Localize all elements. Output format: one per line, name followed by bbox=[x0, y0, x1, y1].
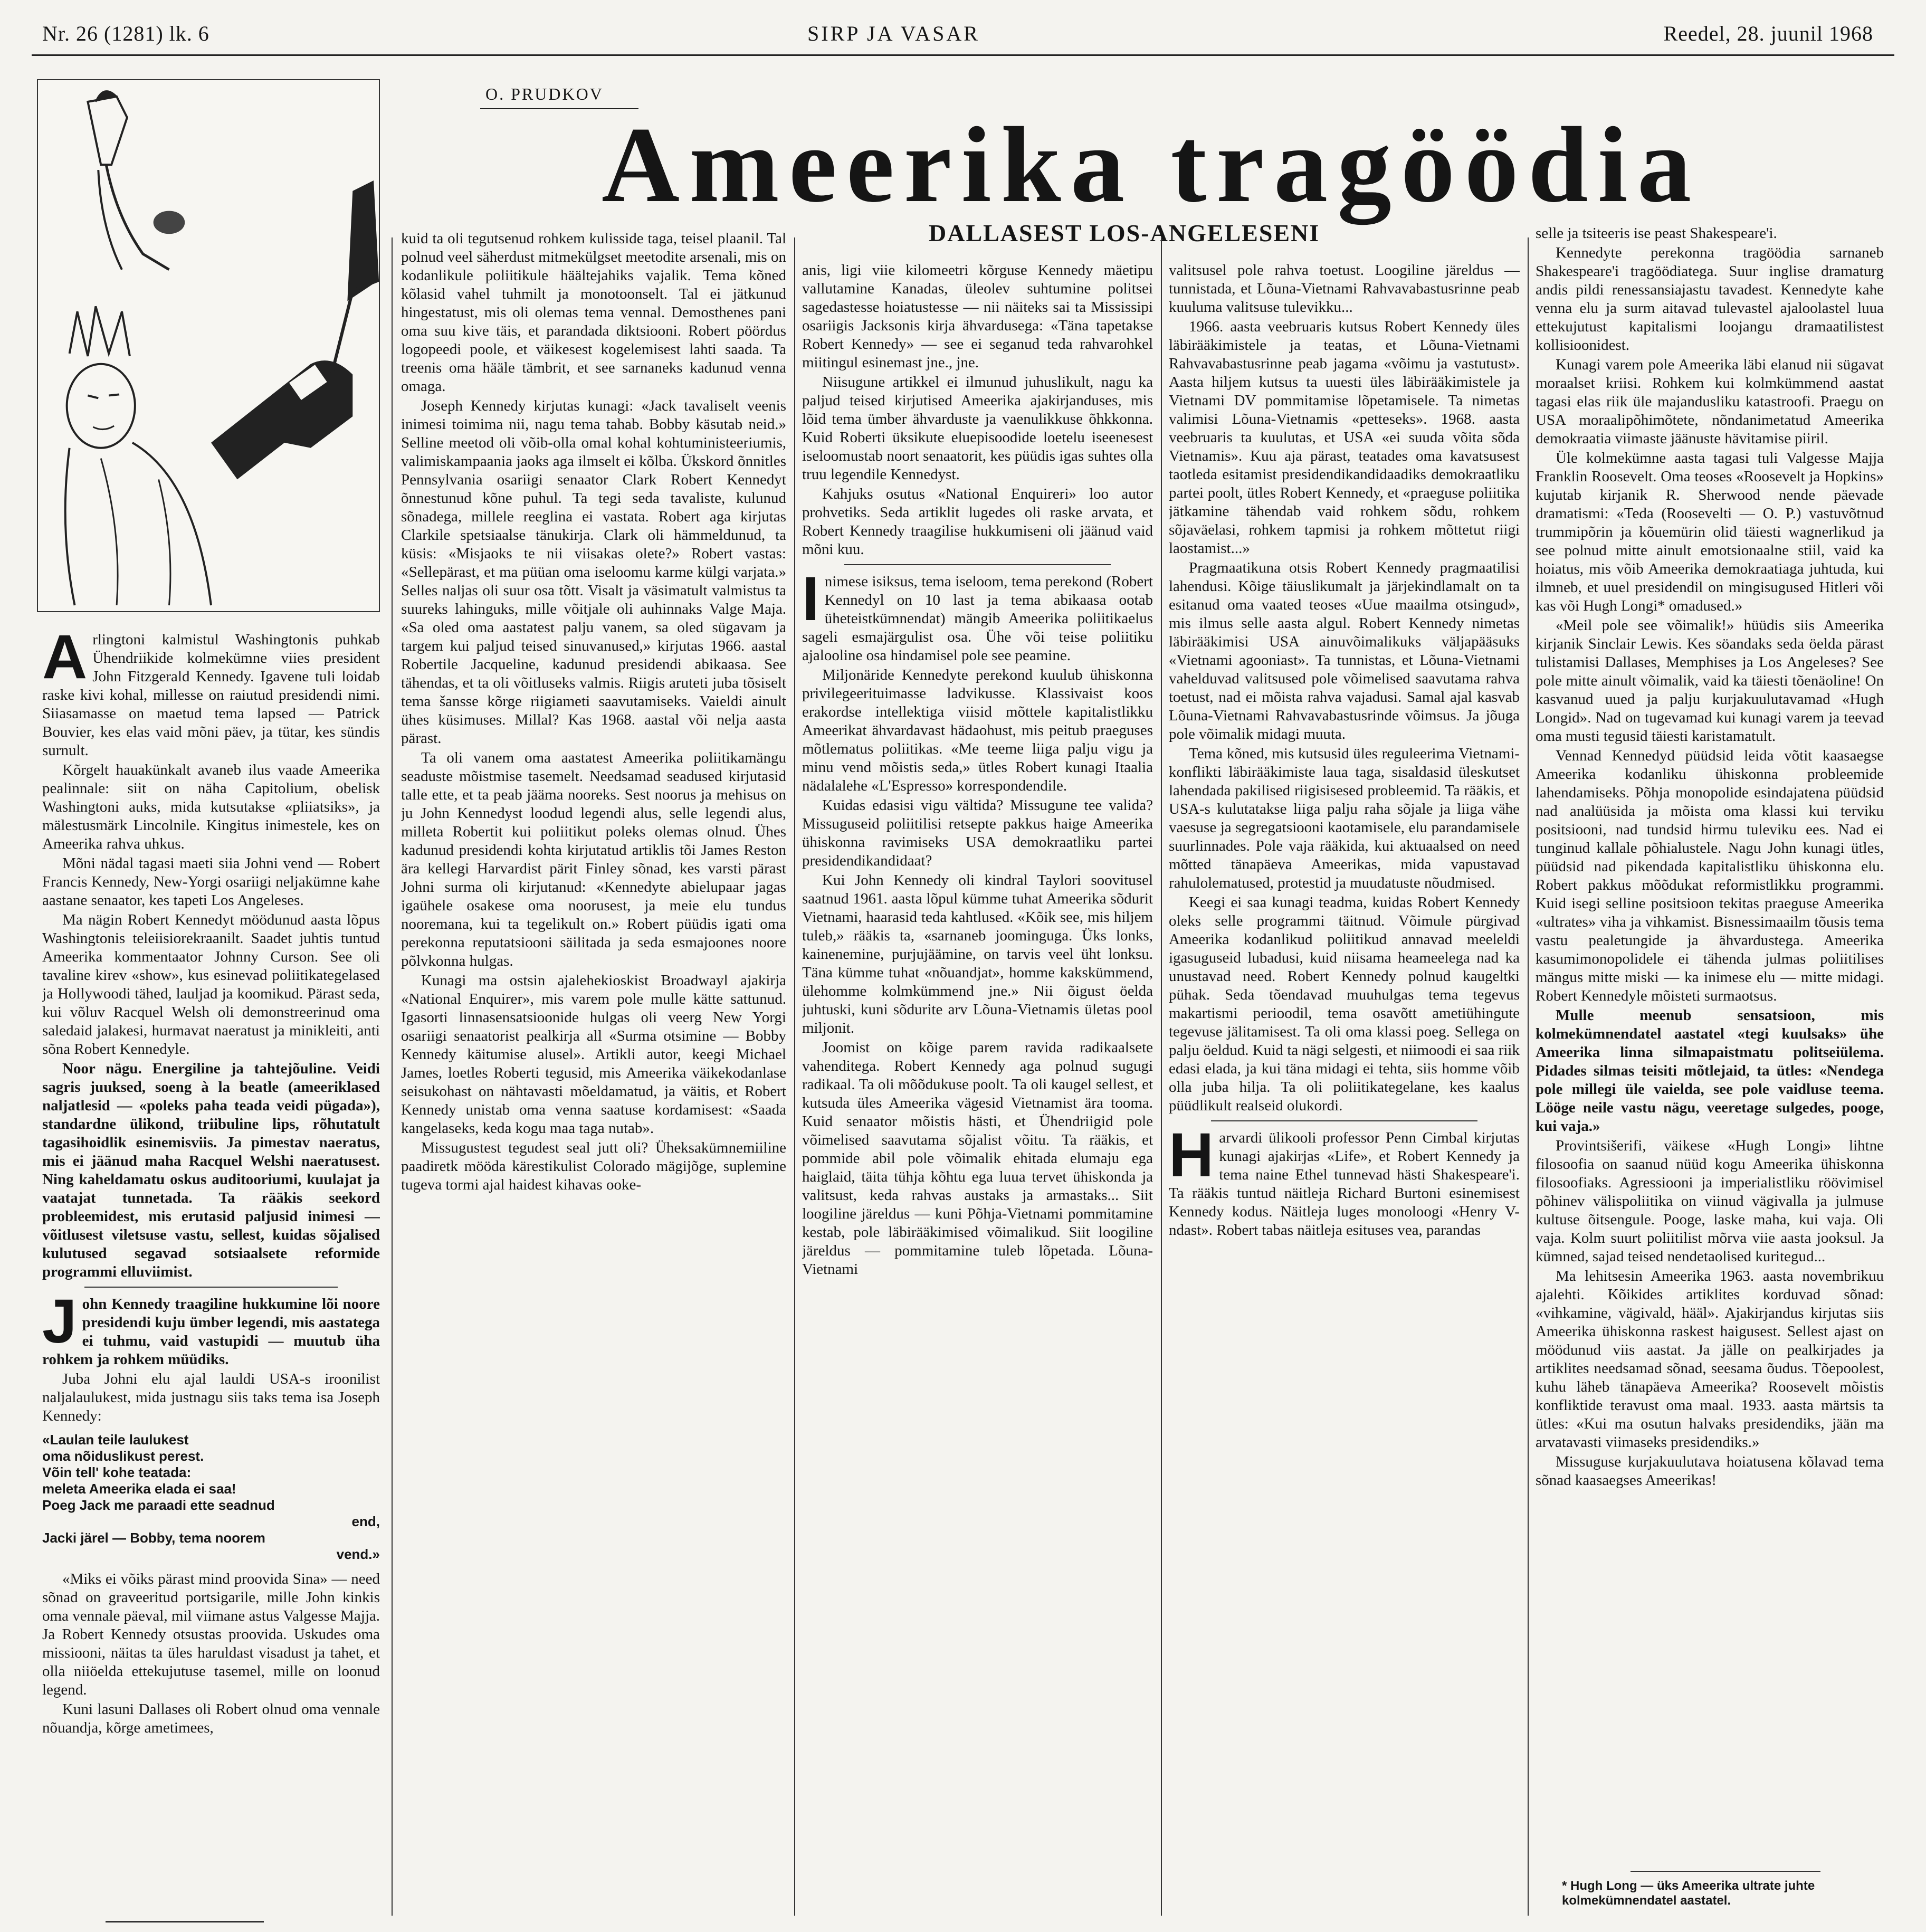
column-rule-4 bbox=[1528, 237, 1529, 1916]
drop-cap-a: A bbox=[42, 631, 88, 692]
newspaper-name: SIRP JA VASAR bbox=[807, 22, 980, 45]
section-rule bbox=[1211, 1120, 1477, 1121]
paragraph: Joomist on kõige parem ravida radikaalsete vahenditega. Robert Kennedy aga polnud sugugi radikaal. Ta oli mõõdukuse poolt. Ta oli kaugel sellest, et kutsuda üles Ameerika vägesid Vietnamist ära tooma. Kuid senaator mõistis hästi, et Ühendriigid pole võimelised saavutama sõjalist võitu. Ta rääkis, et pommide abil pole võimalik ehitada elumaju ega haiglaid, täita tühja kõhtu ega luua tervet ühiskonda ja valitsust, keda rahvas austaks ja armastaks... Siit loogiline järeldus — kuni Põhja-Vietnami pommitamine kestab, pole läbirääkimised võimalikud. Siit loogiline järeldus — pommitamine tuleb lõpetada. Lõuna-Vietnami bbox=[802, 1039, 1153, 1278]
poem-line: Jacki järel — Bobby, tema noorem bbox=[42, 1530, 265, 1546]
illustration-drawing bbox=[38, 80, 379, 611]
drop-cap-j: J bbox=[42, 1287, 77, 1356]
section-text: arvardi ülikooli professor Penn Cimbal kirjutas kunagi ajakirjas «Life», et Robert Kennedy ja tema naine Ethel tunnevad hästi Shakespeare'i. Ta rääkis tuntud näitleja Richard Burtoni esinemisest Kennedy kodus. Näitleja luges monoloogi «Henry V-ndast». Robert tabas näitleja esituses vea, parandas bbox=[1169, 1129, 1520, 1239]
paragraph: Provintsišerifi, väikese «Hugh Longi» lihtne filosoofia on saanud nüüd kogu Ameerika ühiskonna filosoofiaks. Agressiooni ja imperialistliku röövimisel põhinev välispoliitika on viinud vägivalla ja julmuse kultuse õitsengule. Pooge, laske maha, kui vaja. Oli vaja. Kolm suurt poliitilist mõrva viie aasta jooksul. Ja kümned, sajad teised nendetaolised kuritegud... bbox=[1536, 1137, 1884, 1265]
paragraph: Pragmaatikuna otsis Robert Kennedy pragmaatilisi lahendusi. Kõige täiuslikumalt ja järjekindlamalt on ta esitanud oma vaated teoses «Uue maailma otsingud», mis ilmus selle aasta algul. Robert Kennedy nimetas läbirääkimisi USA ainuvõimalikuks väljapääsuks «Vietnami agooniast». Ta tunnistas, et Lõuna-Vietnami vahelduvad valitsused pole võimelised saavutama rahva toetust, nad ei mõista rahva vajadusi. Samal ajal kasvab Lõuna-Vietnami Rahvavabastusrinde võimsus. Ja jõuga pole võimalik midagi muuta. bbox=[1169, 559, 1520, 743]
poem-line: end, bbox=[351, 1514, 380, 1529]
footnote: * Hugh Long — üks Ameerika ultrate juhte kolmekümnendatel aastatel. bbox=[1562, 1879, 1815, 1908]
paragraph: Joseph Kennedy kirjutas kunagi: «Jack tavaliselt veenis inimesi toimima nii, nagu tema tahab. Bobby käsutab neid.» Selline meetod oli võib-olla omal kohal kohtuministeeriumis, valimiskampaania jaoks aga ilmselt ei kõlba. Ükskord õnnitles Pennsylvania osariigi senaator Clark Robert Kennedyt õnnestunud kõne puhul. Ta tegi seda tavaliste, kulunud sõnadega, millele reeglina ei vastata. Robert aga kirjutas Clarkile spetsiaalse tänukirja. Clark oli hämmeldunud, ta küsis: «Misjaoks te nii viisakas olete?» Robert vastas: «Sellepärast, et ma püüan oma iseloomu karme külgi varjata.» Selles naljas oli suur osa tõtt. Visalt ja väsimatult valmistus ta suureks lahinguks, mille võitjale oli auhinnaks Valge Maja. «Sa oled oma aastatest palju vanem, sa oled sügavam ja targem kui paljud teised sinuvanused,» kirjutas 1966. aastal Robertile Jacqueline, kadunud presidendi abikaasa. See tähendas, et ta oli võitluseks valmis. Riigis aruteti juba tõsiselt tema šansse kõrge riigiameti saavutamiseks. Vaieldi ainult ühes küsimuses. Millal? Kas 1968. aastal või nelja aasta pärast. bbox=[401, 397, 786, 747]
paragraph: anis, ligi viie kilomeetri kõrguse Kennedy mäetipu vallutamine Kanadas, üleolev suhtumine politsei sagedastesse hoiatustesse — nii näiteks sai ta Mississipi osariigis Jacksonis kirja ähvardusega: «Täna tapetakse Robert Kennedy» — see ei seganud teda rahvarohkel miitingul esinemast jne., jne. bbox=[802, 262, 1153, 371]
paragraph: Kunagi ma ostsin ajalehekioskist Broadwayl ajakirja «National Enquirer», mis varem pole mulle kätte sattunud. Igasorti linnasensatsioonide hulgas oli veerg New Yorgi osariigi senaatorist pealkirja all «Surma otsimine — Bobby Kennedy käitumise alusel». Artikli autor, keegi Michael James, loetles Roberti tegusid, mis Ameerika väikekodanlase seisukohast on nähtavasti mõeldamatud, ja väitis, et Robert Kennedy unistab oma venna saatuse kordamisest: «Saada kangelaseks, keda kogu maa taga nutab». bbox=[401, 972, 786, 1137]
paragraph: Kunagi varem pole Ameerika läbi elanud nii sügavat moraalset kriisi. Rohkem kui kolmkümmend aastat tagasi elas riik üle majandusliku katastroofi. Praegu on USA moraalipõhimõtete, nõndanimetatud Ameerika demokraatia viimaste jäänuste hävitamise piiril. bbox=[1536, 356, 1884, 447]
statue-of-liberty-illustration bbox=[37, 79, 380, 612]
paragraph: 1966. aasta veebruaris kutsus Robert Kennedy üles läbirääkimistele ja teatas, et Lõuna-Vietnami Rahvavabastusrinne peab jagama «võimu ja vastutust». Aasta hiljem kutsus ta uuesti üles läbirääkimistele ja Vietnami DV pommitamise lõpetamisele. Ta nimetas valimisi Lõuna-Vietnamis «petteseks». 1968. aasta veebruaris ta kuulutas, et USA «ei suuda võita sõda Vietnamis». Kuu aja pärast, teatades oma kavatsusest taotleda esitamist presidendikandidaadiks demokraatliku partei poolt, ütles Robert Kennedy, et «praeguse poliitika jätkamine tähendab vaid rohkem sõdu, rohkem sõjaväelasi, rohkem tapmisi ja rohkem mõttetut riigi laostamist...» bbox=[1169, 318, 1520, 557]
paragraph: Ma lehitsesin Ameerika 1963. aasta novembrikuu ajalehti. Kõikides artiklites korduvad sõnad: «vihkamine, vägivald, hääl». Ajakirjandus kirjutas siis Ameerika ühiskonna raskest haigusest. Sellest ajast on möödunud viis aastat. Ja jälle on pealkirjades ja artiklites needsamad sõnad, seesama õudus. Tõepoolest, kuhu läheb tänapäeva Ameerika? Roosevelt mõistis konfliktide teravust oma maal. 1933. aasta märtsis ta ütles: «Kui ma osutun halvaks presidendiks, jään ma arvatavasti viimaseks presidendiks.» bbox=[1536, 1268, 1884, 1451]
paragraph: «Meil pole see võimalik!» hüüdis siis Ameerika kirjanik Sinclair Lewis. Kes söandaks seda öelda pärast tulistamisi Dallases, Memphises ja Los Angeleses? See pole mitte ainult võimalik, vaid ka täiesti tõenäoline! On kasvanud uued ja palju kurjakuulutavamad «Hugh Longid». Nad on tugevamad kui kunagi varem ja teevad oma musti tegusid täiesti karistamatult. bbox=[1536, 617, 1884, 745]
paragraph: Kennedyte perekonna tragöödia sarnaneb Shakespeare'i tragöödiatega. Suur inglise dramaturg andis pildi renessansiajastu tavadest. Kennedyte kahe venna elu ja surm aitavad tulevastel ajaloolastel luua ettekujutust kapitalismi loojangu dramaatilistest kollisioonidest. bbox=[1536, 244, 1884, 354]
article-subheadline: DALLASEST LOS-ANGELESENI bbox=[929, 220, 1320, 246]
column-rule-1 bbox=[392, 237, 393, 1916]
section-rule bbox=[844, 564, 1111, 565]
poem-line: oma nõiduslikust perest. bbox=[42, 1448, 204, 1464]
section-paragraph bbox=[1169, 1120, 1520, 1240]
poem-line: meleta Ameerika elada ei saa! bbox=[42, 1481, 236, 1497]
article-column-3 bbox=[802, 261, 1153, 1918]
footnote-rule bbox=[1631, 1871, 1820, 1872]
paragraph: kuid ta oli tegutsenud rohkem kulisside taga, teisel plaanil. Tal polnud veel säherdust mitmekülgset meetodite arsenali, mis on kodanlikule poliitikule häältejahiks vajalik. Tema kõned kõlasid vahel tuhmilt ja monotoonselt. Tal ei jätkunud hingestatust, mis oli olemas tema vennal. Demosthenes pani oma suu kive täis, et parandada diktsiooni. Robert pöördus logopeedi poole, et väikesest kogelemisest lahti saada. Ta treenis oma hääle tämbrit, et see sarnaneks kadunud venna omaga. bbox=[401, 230, 786, 395]
masthead-rule bbox=[32, 54, 1894, 56]
column-rule-2 bbox=[794, 237, 795, 1916]
drop-cap-i: I bbox=[802, 564, 819, 634]
paragraph: Tema kõned, mis kutsusid üles reguleerima Vietnami-konflikti läbirääkimiste laua taga, sisaldasid üleskutset lahendada pakilised riigisisesed probleemid. Ta rääkis, et USA-s kulutatakse liiga palju raha sõjale ja liiga vähe vaesuse ja segregatsiooni kaotamisele, elu parandamisele suurlinnades. Pole vaja rääkida, kui aktuaalsed on need mõtted tänapäeva Ameerikas, mida vapustavad rahulolematused, protestid ja muudatuste nõudmised. bbox=[1169, 745, 1520, 891]
paragraph: Kui John Kennedy oli kindral Taylori soovitusel saatnud 1961. aasta lõpul kümme tuhat Ameerika sõdurit Vietnami, haarasid teda kahtlused. «Kõik see, mis hiljem tuleb,» rääkis ta, «sarnaneb joominguga. Üks lonks, kainenemine, purjujäämine, on tarvis veel üht lonksu. Täna kümme tuhat «nõuandjat», homme kakskümmend, ülehomme kolmkümmend jne.» Nii õigust öelda juhtuski, kuni sõdurite arv Lõuna-Vietnamis ületas pool miljonit. bbox=[802, 872, 1153, 1036]
article-column-2 bbox=[401, 230, 786, 1918]
intro-text: rlingtoni kalmistul Washingtonis puhkab Ühendriikide kolmekümne viies president John Fitzgerald Kennedy. Igavene tuli loidab raske kivi kohal, millesse on raiutud presidendi nimi. Siiasamasse on maetud tema lapsed — Patrick Bouvier, kes elas vaid mõni päev, ja tütar, kes sündis surnult. bbox=[42, 631, 380, 759]
section-text: nimese isiksus, tema iseloom, tema perekond (Robert Kennedyl on 10 last ja tema abikaasa ootab üheteistkümnendat) mängib Ameerika poliitikaelus sageli esmajärgulist osa. Ühe või teise poliitiku ajalooline osa hindamisel pole see peamine. bbox=[802, 573, 1153, 664]
poem-line: «Laulan teile laulukest bbox=[42, 1432, 189, 1448]
article-column-1 bbox=[42, 631, 380, 1918]
paragraph: Mulle meenub sensatsioon, mis kolmekümnendatel aastatel «tegi kuulsaks» ühe Ameerika linna silmapaistmatu politseiülema. Pidades silmas teisiti mõtlejaid, ta ütles: «Nendega pole millegi üle vaielda, see pole vaidluse teema. Lööge neile vastu nägu, veeretage sulgedes, pooge, kui vaja.» bbox=[1536, 1007, 1884, 1135]
paragraph: Missugustest tegudest seal jutt oli? Üheksakümnemiiline paadiretk mööda kärestikulist Colorado mägijõge, suplemine tugeva tormi ajal haidest kihavas ooke- bbox=[401, 1139, 786, 1193]
paragraph: Juba Johni elu ajal lauldi USA-s iroonilist naljalaulukest, mida justnagu siis taks tema isa Joseph Kennedy: bbox=[42, 1371, 380, 1424]
paragraph: Niisugune artikkel ei ilmunud juhuslikult, nagu ka paljud teised kirjutised Ameerika ajakirjanduses, mis lõid tema ümber ähvarduste ja vaenulikkuse õhkkonna. Kuid Roberti üksikute eluepisoodide loetelu iseenesest iseloomustab noort senaatorit, kes püüdis igas suhtes olla truu legendile Kennedyst. bbox=[802, 374, 1153, 483]
paragraph: Ta oli vanem oma aastatest Ameerika poliitikamängu seaduste mõistmise tasemelt. Needsamad seadused kirjutasid talle ette, et ta peab jääma nooreks. Sest noorus ja mehisus on ju John Kennedyst loodud legendi alus, selle legendi alus, milleta Robertit kui poliitikut poleks olemas olnud. Ühes kadunud presidendi kohta kirjutatud artiklis tõi James Reston ära kellegi Harvardist pärit Finley sõnad, kes varsti pärast Johni surma oli kirjutanud: «Kennedyte abielupaar jagas igaühele osakese oma noorusest, ja meie elu tundus nooremana, kui ta tegelikult on.» Robert püüdis igati oma perekonna reputatsiooni säilitada ja seda esmajoones noore põlvkonna hulgas. bbox=[401, 749, 786, 969]
issue-number: Nr. 26 (1281) lk. 6 bbox=[42, 22, 209, 45]
masthead bbox=[0, 0, 1926, 58]
article-column-5 bbox=[1536, 224, 1884, 1866]
paragraph: Missuguse kurjakuulutava hoiatusena kõlavad tema sõnad kaasaegses Ameerikas! bbox=[1536, 1453, 1884, 1489]
poem-line: Võin tell' kohe teatada: bbox=[42, 1464, 192, 1480]
paragraph: Keegi ei saa kunagi teadma, kuidas Robert Kennedy oleks selle programmi täitnud. Võimule pürgivad Ameerika kodanlikud poliitikud annavad meeleldi igasuguseid lubadusi, kuid niisama heameelega nad ka unustavad need. Robert Kennedy polnud kaugeltki pühak. Seda tõendavad muuhulgas tema tegevus makartismi perioodil, tema osavõtt ametiühingute tegevuse jälitamisest. Ta oli oma klassi poeg. Sellega on palju öeldud. Kuid ta nägi selgesti, et niimoodi ei saa riik edasi elada, ja kui täna midagi ei tehta, siis homme võib olla juba hilja. Ta oli poliitikategelane, kes kaalus püüdlikult realseid olukordi. bbox=[1169, 894, 1520, 1114]
paragraph: Üle kolmekümne aasta tagasi tuli Valgesse Majja Franklin Roosevelt. Oma teoses «Roosevelt ja Hopkins» kujutab kirjanik R. Sherwood nende päevade dramatismi: «Teda (Roosevelti — O. P.) vastuvõtnud trummipõrin ja kõuemürin olid täiesti wagnerlikud ja see polnud mitte ainult emotsionaalne stiil, vaid ka hoiatus, mis võib Ameerika demokraatiaga juhtuda, kui ilmneb, et uuel presidendil on mingisugused Hitleri või kas või Hugh Longi* omadused.» bbox=[1536, 450, 1884, 614]
paragraph: Mõni nädal tagasi maeti siia Johni vend — Robert Francis Kennedy, New-Yorgi osariigi neljakümne kahe aastane senaator, kes tapeti Los Angeleses. bbox=[42, 855, 380, 909]
paragraph: Kõrgelt hauakünkalt avaneb ilus vaade Ameerika pealinnale: siit on näha Capitolium, obelisk Washingtoni auks, mida kutsutakse «pliiatsiks», ja mälestusmärk Lincolnile. Kingitus inimestele, kes on Ameerika rahva uhkus. bbox=[42, 762, 380, 852]
section-text: ohn Kennedy traagiline hukkumine lõi noore presidendi kuju ümber legendi, mis aastatega ei tuhmu, vaid vastupidi — muutub üha rohkem ja rohkem müüdiks. bbox=[42, 1296, 380, 1368]
issue-date: Reedel, 28. juunil 1968 bbox=[1663, 22, 1873, 45]
poem-line: Poeg Jack me paraadi ette seadnud bbox=[42, 1497, 275, 1513]
paragraph: Miljonäride Kennedyte perekond kuulub ühiskonna privilegeerituimasse ladvikusse. Klassivaist koos erakordse intellektiga viisid mõttele kapitalistlikku Ameerikat ähvardavast hädaohust, mis peitub praeguses mõtlematus poliitikas. «Me teeme liiga palju vigu ja minu vend mõistis seda,» ütles Robert kunagi Itaalia nädalalehe «L'Espresso» korrespondendile. bbox=[802, 667, 1153, 794]
section-paragraph bbox=[802, 564, 1153, 665]
paragraph: Noor nägu. Energiline ja tahtejõuline. Veidi sagris juuksed, soeng à la beatle (ameeriklased naljatlesid — «poleks paha teada veidi pügada»), standardne ülikond, triibuline lips, rõhutatult tagasihoidlik esinemisviis. Ja pimestav naeratus, mis ei jäänud maha Racquel Welshi naeratusest. Ning kaheldamatu oskus auditooriumi, kuulajat ja vaatajat tunnetada. Ta rääkis seekord probleemidest, mis erutasid paljusid inimesi — võitlusest viletsuse vastu, sellest, kuidas sõjalised kulutused segavad sotsiaalsete reformide programmi elluviimist. bbox=[42, 1060, 380, 1280]
section-paragraph bbox=[42, 1287, 380, 1369]
drop-cap-h: H bbox=[1169, 1120, 1214, 1190]
poem-line: vend.» bbox=[336, 1546, 380, 1562]
paragraph: «Miks ei võiks pärast mind proovida Sina» — need sõnad on graveeritud portsigarile, mille John kinkis oma vennale päeval, mil viimane astus Valgesse Majja. Ja Robert Kennedy otsustas proovida. Uskudes oma missiooni, näitas ta üles haruldast visadust ja tahet, et olla niiöelda ettekujutuse tasemel, mille on loonud legend. bbox=[42, 1571, 380, 1698]
article-author: O. PRUDKOV bbox=[485, 84, 604, 103]
intro-paragraph bbox=[42, 631, 380, 760]
paragraph: Kuidas edasisi vigu vältida? Missugune tee valida? Missuguseid poliitilisi retsepte pakkus haige Ameerika ühiskonna ravimiseks USA demokraatliku partei presidendikandidaat? bbox=[802, 797, 1153, 869]
column-rule-3 bbox=[1161, 237, 1162, 1916]
paragraph: valitsusel pole rahva toetust. Loogiline järeldus — tunnistada, et Lõuna-Vietnami Rahvavabastusrinne peab kuuluma valitsuse tulevikku... bbox=[1169, 262, 1520, 316]
article-headline: Ameerika tragöödia bbox=[602, 105, 1701, 225]
article-column-4 bbox=[1169, 261, 1520, 1918]
poem bbox=[42, 1432, 380, 1563]
paragraph: Kahjuks osutus «National Enquireri» loo autor prohvetiks. Seda artiklit lugedes oli raske arvata, et Robert Kennedy traagilise hukkumiseni oli jäänud vaid mõni kuu. bbox=[802, 486, 1153, 558]
paragraph: selle ja tsiteeris ise peast Shakespeare'i. bbox=[1536, 225, 1777, 242]
section-rule bbox=[84, 1287, 338, 1288]
bottom-rule bbox=[106, 1921, 264, 1923]
paragraph: Vennad Kennedyd püüdsid leida võtit kaasaegse Ameerika kodanliku ühiskonna probleemide lahendamiseks. Põhja monopolide esindajatena püüdsid nad analüüsida ja mõista oma klassi kui terviku positsiooni, nad tundsid hirmu tuleviku ees. Nad ei tunginud kallale põhialustele. Nagu John kunagi ütles, püüdsid nad pikendada kapitalistliku ühiskonna elu. Robert pakkus mõõdukat reformistlikku programmi. Kuid isegi selline positsioon tekitas praeguse Ameerika «ultrates» viha ja vihkamist. Bisnessimaailm tõusis tema vastu pealetungide ja ähvardustega. Ameerika kasumimonopolidele ei tähenda julmas poliitilises mängus mitte miski — ka inimese elu — mitte midagi. Robert Kennedyle mõisteti surmaotsus. bbox=[1536, 747, 1884, 1004]
paragraph: Ma nägin Robert Kennedyt möödunud aasta lõpus Washingtonis teleiisiorekraanilt. Saadet juhtis tuntud Ameerika kommentaator Johnny Curson. See oli tavaline kirev «show», kus esinevad poliitikategelased ja Hollywoodi tähed, lauljad ja koomikud. Pärast seda, kui võluv Racquel Welsh oli demonstreerinud oma saledaid jalakesi, hurmavat naeratust ja minikleiti, anti sõna Robert Kennedyle. bbox=[42, 911, 380, 1058]
paragraph: Kuni lasuni Dallases oli Robert olnud oma vennale nõuandja, kõrge ametimees, bbox=[42, 1701, 380, 1736]
